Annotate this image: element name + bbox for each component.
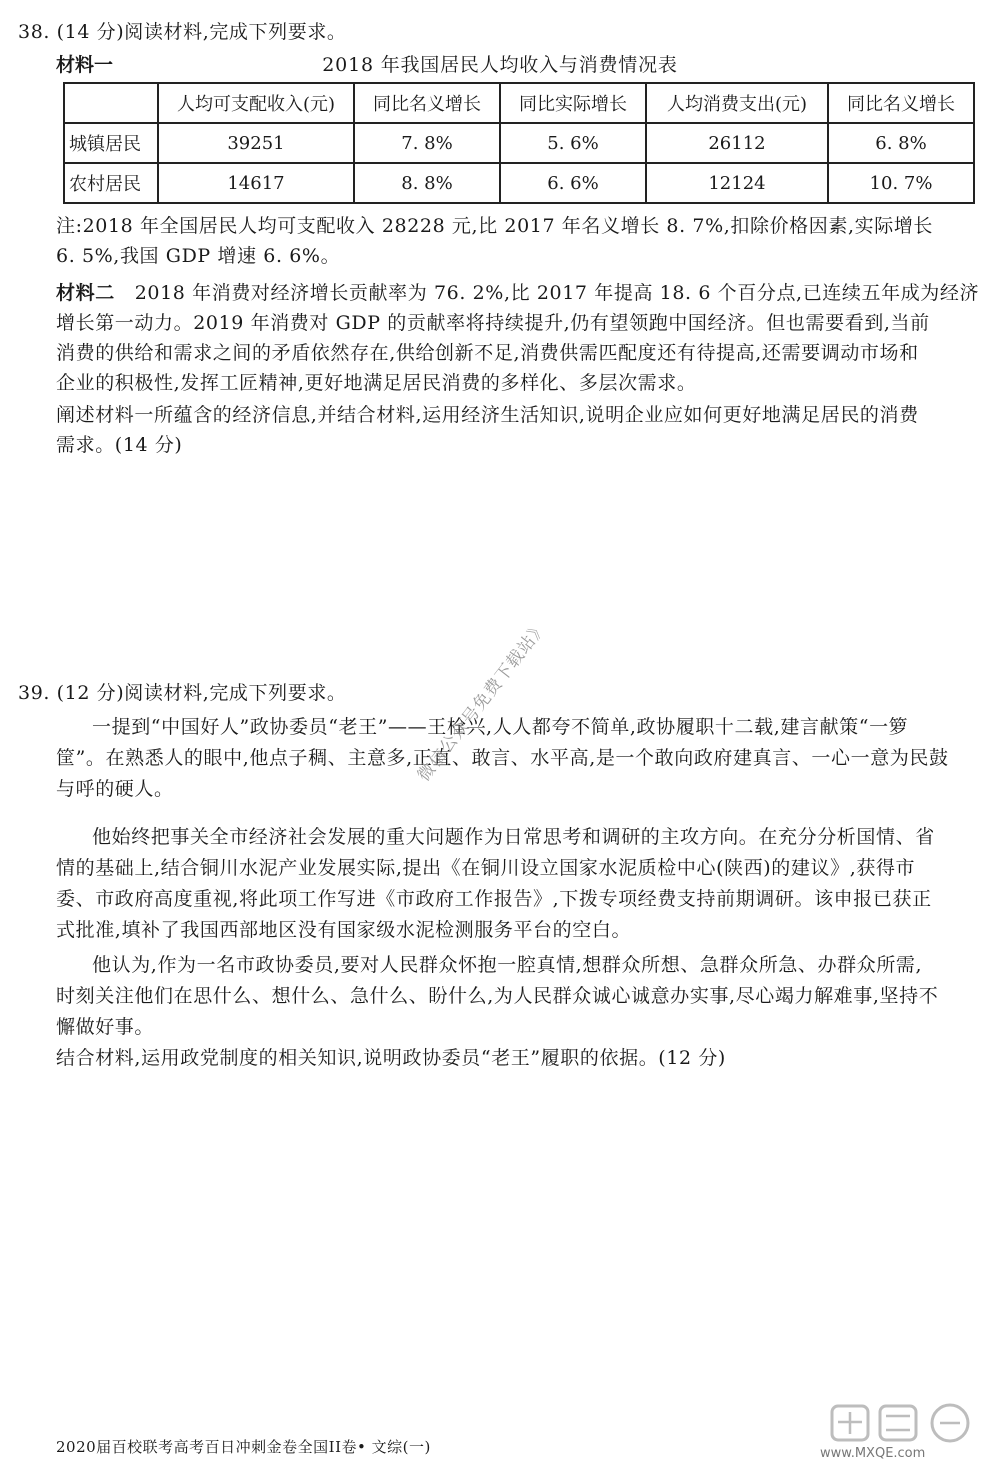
table-row xyxy=(64,163,974,203)
table-cell: 5. 6% xyxy=(500,123,646,163)
material2-text: 2018 年消费对经济增长贡献率为 76. 2%,比 2017 年提高 18. 6 个百分点,已连续五年成为经济 xyxy=(134,282,980,304)
material1-label: 材料一 xyxy=(56,54,114,76)
q39-header: 39. (12 分)阅读材料,完成下列要求。 xyxy=(18,682,347,704)
table-row-label: 城镇居民 xyxy=(64,123,158,163)
q39-paragraph-line: 一提到“中国好人”政协委员“老王”——王栓兴,人人都夸不简单,政协履职十二载,建言献策“一箩 xyxy=(92,716,909,738)
table-cell: 6. 8% xyxy=(828,123,974,163)
note-line: 6. 5%,我国 GDP 增速 6. 6%。 xyxy=(56,245,341,267)
q39-paragraph-line: 他始终把事关全市经济社会发展的重大问题作为日常思考和调研的主攻方向。在充分分析国情、省 xyxy=(92,826,935,848)
material2-label: 材料二 xyxy=(56,282,115,304)
table-header-cell: 同比名义增长 xyxy=(354,83,500,123)
table-cell: 26112 xyxy=(646,123,828,163)
table-cell: 6. 6% xyxy=(500,163,646,203)
material2-line: 企业的积极性,发挥工匠精神,更好地满足居民消费的多样化、多层次需求。 xyxy=(56,372,697,394)
material2-line: 消费的供给和需求之间的矛盾依然存在,供给创新不足,消费供需匹配度还有待提高,还需要调动市场和 xyxy=(56,342,919,364)
q39-paragraph-line: 式批准,填补了我国西部地区没有国家级水泥检测服务平台的空白。 xyxy=(56,919,632,941)
table-cell: 8. 8% xyxy=(354,163,500,203)
q39-paragraph-line: 情的基础上,结合铜川水泥产业发展实际,提出《在铜川设立国家水泥质检中心(陕西)的建议》,获得市 xyxy=(56,857,916,879)
q38-question-line: 需求。(14 分) xyxy=(56,434,183,456)
table-header-cell: 人均消费支出(元) xyxy=(646,83,828,123)
q38-header: 38. (14 分)阅读材料,完成下列要求。 xyxy=(18,21,347,43)
table-header-cell: 同比实际增长 xyxy=(500,83,646,123)
material2-line: 增长第一动力。2019 年消费对 GDP 的贡献率将持续提升,仍有望领跑中国经济。但也需要看到,当前 xyxy=(56,312,930,334)
q39-paragraph-line: 懈做好事。 xyxy=(56,1016,155,1038)
table-header-cell: 人均可支配收入(元) xyxy=(158,83,354,123)
table-header-cell xyxy=(64,83,158,123)
table-cell: 39251 xyxy=(158,123,354,163)
income-consumption-table xyxy=(63,82,975,204)
q39-paragraph-line: 时刻关注他们在思什么、想什么、急什么、盼什么,为人民群众诚心诚意办实事,尽心竭力解难事,坚持不 xyxy=(56,985,939,1007)
table-row-label: 农村居民 xyxy=(64,163,158,203)
footer-title: 2020届百校联考高考百日冲刺金卷全国II卷• 文综(一) xyxy=(56,1438,431,1456)
q39-paragraph-line: 委、市政府高度重视,将此项工作写进《市政府工作报告》,下拨专项经费支持前期调研。该申报已获正 xyxy=(56,888,932,910)
table-cell: 12124 xyxy=(646,163,828,203)
footer-website: www.MXQE.com xyxy=(820,1446,926,1461)
table-cell: 14617 xyxy=(158,163,354,203)
q39-paragraph-line: 与呼的硬人。 xyxy=(56,778,174,800)
material2-line xyxy=(56,281,979,305)
table-row xyxy=(64,123,974,163)
table-header-cell: 同比名义增长 xyxy=(828,83,974,123)
table-header-row xyxy=(64,83,974,123)
note-line: 注:2018 年全国居民人均可支配收入 28228 元,比 2017 年名义增长 8. 7%,扣除价格因素,实际增长 xyxy=(56,215,934,237)
table-cell: 10. 7% xyxy=(828,163,974,203)
q39-paragraph-line: 筐”。在熟悉人的眼中,他点子稠、主意多,正直、敢言、水平高,是一个敢向政府建真言、一心一意为民鼓 xyxy=(56,747,949,769)
answer-circle-logo xyxy=(828,1400,978,1448)
watermark: 微信公众号免费下载站》 xyxy=(413,617,552,786)
q39-question: 结合材料,运用政党制度的相关知识,说明政协委员“老王”履职的依据。(12 分) xyxy=(56,1047,726,1069)
table-title: 2018 年我国居民人均收入与消费情况表 xyxy=(322,54,678,76)
q39-paragraph-line: 他认为,作为一名市政协委员,要对人民群众怀抱一腔真情,想群众所想、急群众所急、办群众所需, xyxy=(92,954,923,976)
q38-question-line: 阐述材料一所蕴含的经济信息,并结合材料,运用经济生活知识,说明企业应如何更好地满足居民的消费 xyxy=(56,404,919,426)
table-cell: 7. 8% xyxy=(354,123,500,163)
